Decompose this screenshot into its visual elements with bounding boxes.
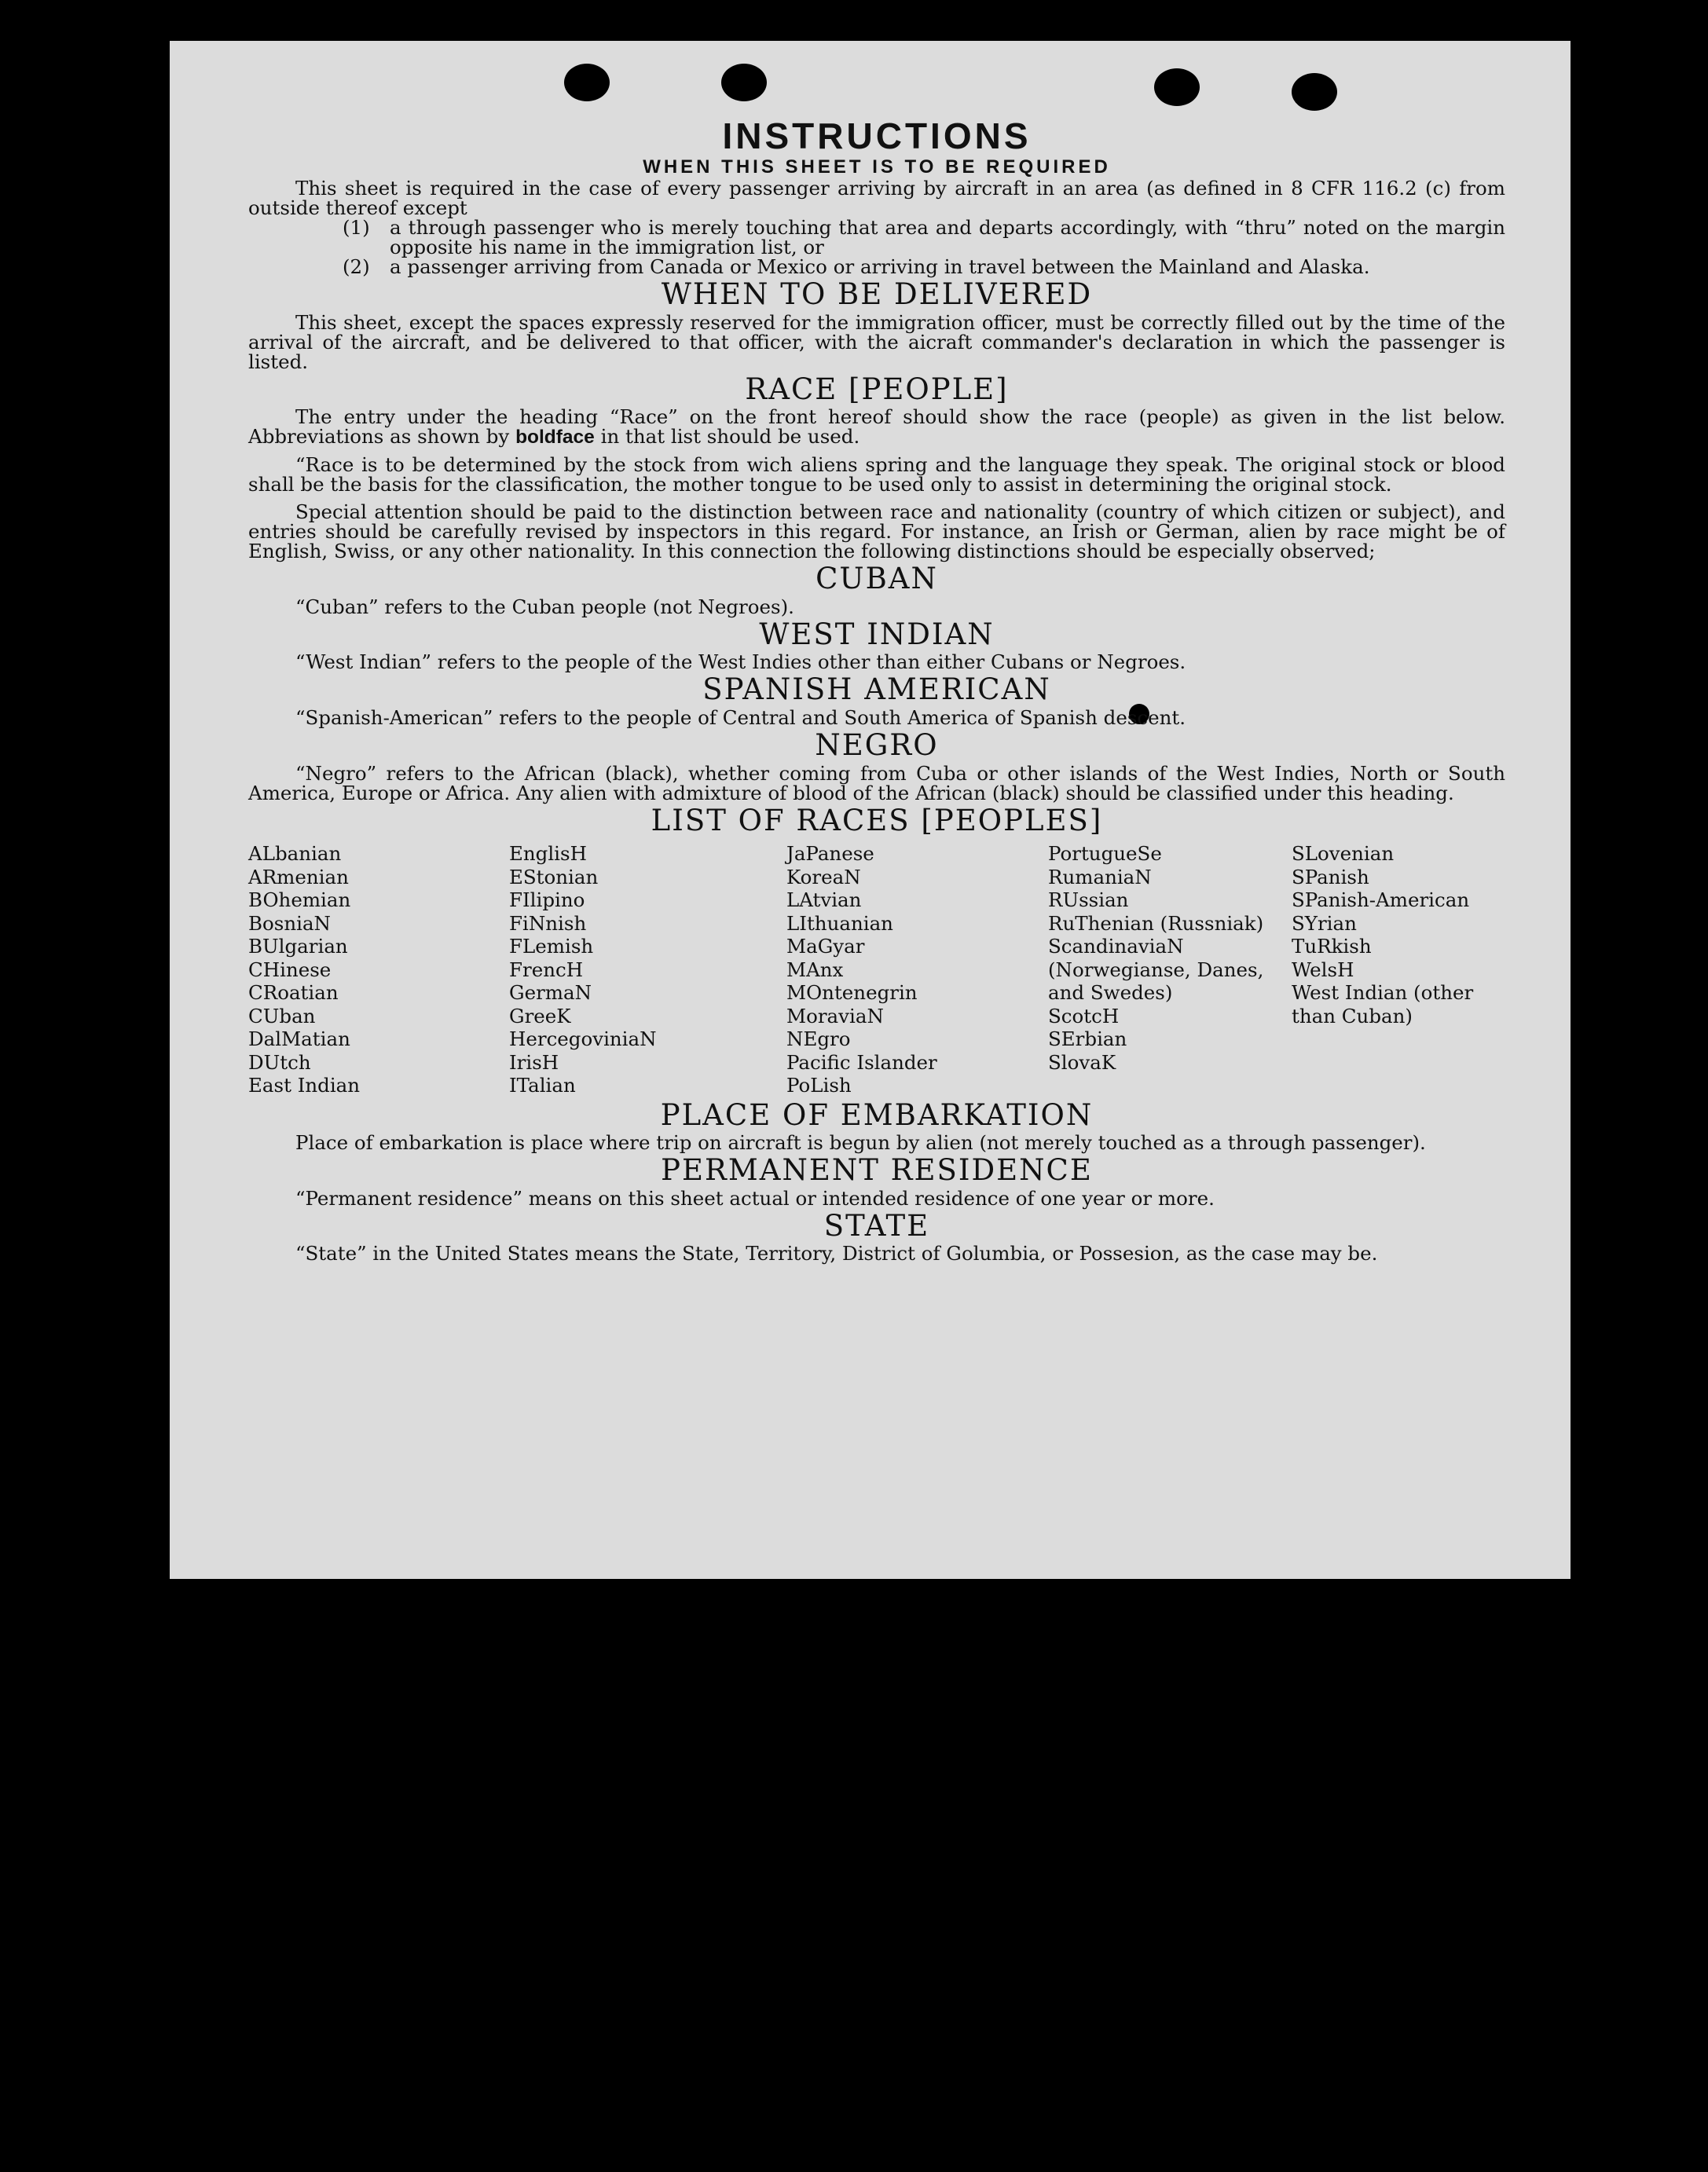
race-entry: West Indian (other than Cuban) [1292, 981, 1474, 1027]
race-entry: DalMatian [248, 1027, 350, 1051]
negro-paragraph: “Negro” refers to the African (black), whether coming from Cuba or other islands of the West Indies, North or South America, Europe or Africa. Any alien with admixture of blood of the African (black) should be classified under this heading. [248, 761, 1505, 804]
section-heading-embarkation: PLACE OF EMBARKATION [660, 1097, 1094, 1132]
race-entry: SYrian [1292, 911, 1357, 935]
race-paragraph-1: The entry under the heading “Race” on the front hereof should show the race (people) as given in the list below. Abbreviations as shown by boldface in that list should be used. [248, 405, 1505, 449]
race-entry: RuThenian (Russniak) [1048, 911, 1264, 935]
race-paragraph-2: “Race is to be determined by the stock from wich aliens spring and the language they speak. The original stock or blood shall be the basis for the classification, the mother tongue to be used only to assist in determining the original stock. [248, 453, 1505, 496]
race-entry: DUtch [248, 1050, 311, 1074]
race-entry: LAtvian [786, 888, 862, 912]
race-entry: EStonian [509, 865, 599, 888]
delivered-paragraph: This sheet, except the spaces expressly reserved for the immigration officer, must be correctly filled out by the time of the arrival of the aircraft, and be delivered to that officer, with the aicraft commander's declaration in which the passenger is listed. [248, 310, 1505, 373]
race-entry: CRoatian [248, 981, 339, 1005]
state-paragraph: “State” in the United States means the State, Territory, District of Golumbia, or Possesion, as the case may be. [295, 1242, 1378, 1265]
race-entry: BOhemian [248, 888, 351, 912]
race-entry: BUlgarian [248, 935, 348, 958]
races-table [248, 842, 1505, 1097]
races-column [786, 842, 1048, 1097]
punch-hole [564, 64, 610, 101]
west-indian-paragraph: “West Indian” refers to the people of the West Indies other than either Cubans or Negroes. [295, 650, 1186, 674]
spanish-american-paragraph: “Spanish-American” refers to the people of Central and South America of Spanish descent. [295, 706, 1186, 730]
race-entry: EnglisH [509, 842, 587, 866]
page-title: INSTRUCTIONS [722, 115, 1032, 156]
race-entry: SPanish [1292, 865, 1369, 888]
race-entry: MoraviaN [786, 1004, 884, 1027]
race-entry: ScandinaviaN (Norwegianse, Danes, and Swedes) [1048, 935, 1264, 1005]
race-entry: ITalian [509, 1074, 576, 1097]
exception-item: (1) a through passenger who is merely touching that area and departs accordingly, with “thru” noted on the margin opposite his name in the immigration list, or [343, 216, 1505, 259]
section-heading-state: STATE [823, 1208, 930, 1243]
race-entry: East Indian [248, 1074, 361, 1097]
section-heading-delivered: WHEN TO BE DELIVERED [661, 277, 1093, 312]
section-heading-race: RACE [PEOPLE] [745, 372, 1009, 406]
punch-hole [1292, 73, 1337, 111]
race-entry: LIthuanian [786, 911, 893, 935]
race-entry: MAnx [786, 958, 844, 981]
exception-item: (2) a passenger arriving from Canada or Mexico or arriving in travel between the Mainland and Alaska. [343, 255, 1370, 279]
races-column [248, 842, 509, 1097]
section-heading-negro: NEGRO [815, 728, 939, 763]
races-column [1292, 842, 1505, 1097]
races-column [509, 842, 786, 1097]
race-entry: PoLish [786, 1074, 852, 1097]
cuban-paragraph: “Cuban” refers to the Cuban people (not Negroes). [295, 595, 794, 618]
exceptions-list [343, 218, 1505, 277]
race-entry: SlovaK [1048, 1050, 1116, 1074]
race-entry: NEgro [786, 1027, 851, 1051]
race-entry: PortugueSe [1048, 842, 1162, 866]
intro-paragraph: This sheet is required in the case of every passenger arriving by aircraft in an area (as defined in 8 CFR 116.2 (c) from outside thereof except [248, 177, 1505, 220]
section-heading-list-of-races: LIST OF RACES [PEOPLES] [651, 803, 1103, 837]
race-entry: WelsH [1292, 958, 1354, 981]
document-page [170, 41, 1571, 1579]
section-heading-residence: PERMANENT RESIDENCE [661, 1153, 1093, 1188]
embarkation-paragraph: Place of embarkation is place where trip on aircraft is begun by alien (not merely touched as a through passenger). [295, 1131, 1426, 1155]
race-entry: SLovenian [1292, 842, 1395, 866]
race-entry: BosniaN [248, 911, 331, 935]
section-heading-west-indian: WEST INDIAN [759, 617, 995, 651]
race-paragraph-3: Special attention should be paid to the distinction between race and nationality (country of which citizen or subject), and entries should be carefully revised by inspectors in this regard. For instance, an Irish or German, alien by race might be of English, Swiss, or any other nationality. In this connection the following distinctions should be especially observed; [248, 500, 1505, 563]
races-column [1048, 842, 1292, 1097]
race-entry: ARmenian [248, 865, 349, 888]
race-entry: CHinese [248, 958, 332, 981]
page-subtitle: WHEN THIS SHEET IS TO BE REQUIRED [643, 156, 1111, 178]
section-heading-cuban: CUBAN [816, 562, 938, 596]
race-entry: Pacific Islander [786, 1050, 937, 1074]
race-entry: CUban [248, 1004, 316, 1027]
section-heading-spanish-american: SPANISH AMERICAN [702, 672, 1051, 707]
race-entry: SErbian [1048, 1027, 1127, 1051]
instructions-content [248, 117, 1505, 1263]
punch-hole [721, 64, 767, 101]
race-entry: GermaN [509, 981, 592, 1005]
race-entry: KoreaN [786, 865, 861, 888]
race-entry: MaGyar [786, 935, 865, 958]
race-entry: ALbanian [248, 842, 342, 866]
race-entry: JaPanese [786, 842, 874, 866]
punch-hole [1154, 68, 1200, 106]
race-entry: RUssian [1048, 888, 1129, 912]
residence-paragraph: “Permanent residence” means on this sheet actual or intended residence of one year or more. [295, 1186, 1215, 1210]
race-entry: GreeK [509, 1004, 571, 1027]
race-entry: FrencH [509, 958, 584, 981]
race-entry: FiNnish [509, 911, 587, 935]
race-entry: MOntenegrin [786, 981, 918, 1005]
race-entry: ScotcH [1048, 1004, 1120, 1027]
race-entry: RumaniaN [1048, 865, 1152, 888]
race-entry: IrisH [509, 1050, 559, 1074]
race-entry: FLemish [509, 935, 594, 958]
race-entry: TuRkish [1292, 935, 1372, 958]
race-entry: SPanish-American [1292, 888, 1470, 912]
race-entry: FIlipino [509, 888, 585, 912]
race-entry: HercegoviniaN [509, 1027, 657, 1051]
